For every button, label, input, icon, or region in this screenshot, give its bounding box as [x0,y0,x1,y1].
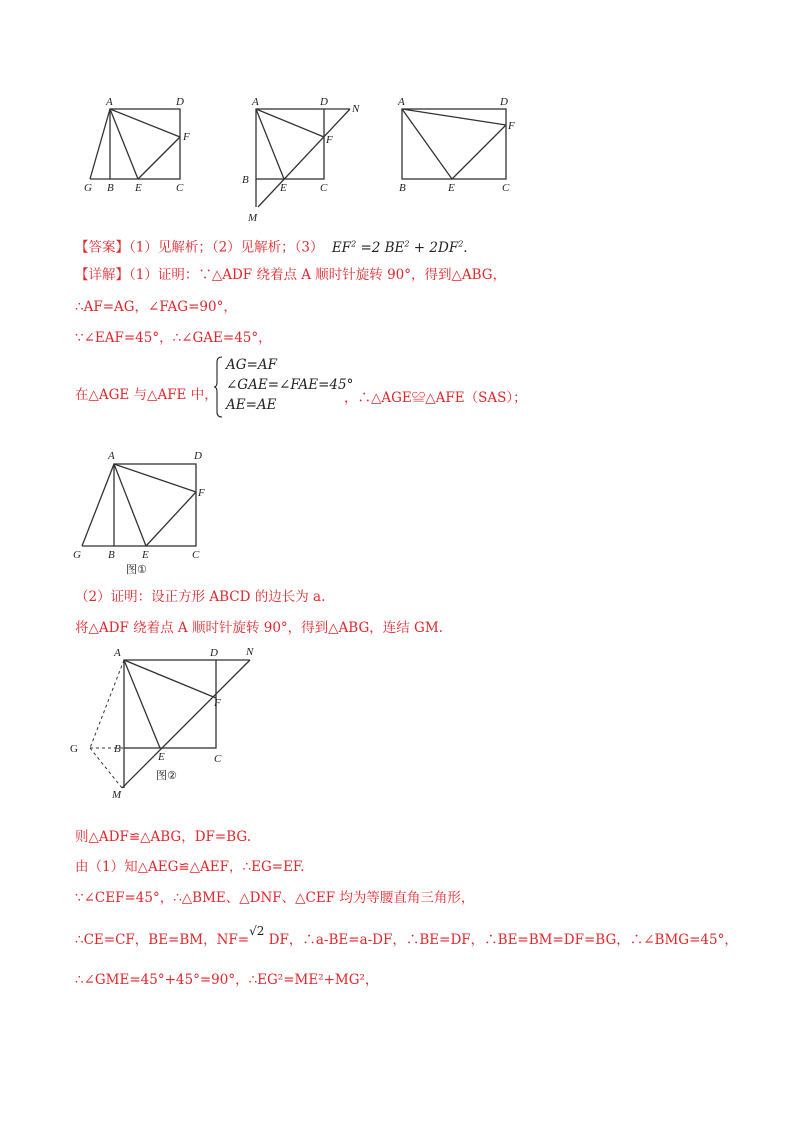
part2-line-2: 将△ADF 绕着点 A 顺时针旋转 90°，得到△ABG，连结 GM. [75,620,443,636]
fig-label: C [214,753,222,765]
fig-label: D [194,450,202,462]
part2b-line-4: ∴CE=CF，BE=BM，NF=√2 DF，∴a-BE=a-DF，∴BE=DF，∴BE=BM=DF=BG，∴∠BMG=45°， [75,924,738,948]
fig-label: D [500,96,508,108]
fig-label: M [112,789,122,801]
part2b-line-2: 由（1）知△AEG≌△AEF，∴EG=EF. [75,859,305,875]
fig-label: A [108,450,115,462]
fig-label: B [114,743,121,755]
system-row-2: ∠GAE=∠FAE=45° [226,377,354,393]
detail-tag: 【详解】 [75,267,129,283]
detail-line-3: ∵∠EAF=45°，∴∠GAE=45°， [75,330,272,346]
top-figure-1 [80,95,200,195]
fig-label: F [183,131,190,143]
detail-line-1: 【详解】（1）证明：∵△ADF 绕着点 A 顺时针旋转 90°，得到△ABG， [75,267,507,283]
fig-label: C [502,182,510,194]
fig-label: E [280,182,287,194]
fig-label: C [320,182,328,194]
figure-1 [68,446,218,578]
answer-tag: 【答案】 [75,239,129,256]
fig-label: F [214,697,221,709]
answer-formula: $EF^2 =2$ $BE^2 + 2DF^2$. [331,239,468,256]
fig-label: E [142,549,149,561]
fig-label: N [352,103,360,115]
fig-caption: 图② [156,769,177,782]
fig-label: C [192,549,200,561]
sqrt-two: √2 [249,924,265,938]
top-figure-3 [392,95,527,195]
detail-line-4-pre: 在△AGE 与△AFE 中， [75,387,218,403]
top-figure-2 [240,95,370,225]
part2b-line-3: ∵∠CEF=45°，∴△BME、△DNF、△CEF 均为等腰直角三角形， [75,890,475,906]
fig-label: E [158,751,165,763]
fig-label: D [176,96,184,108]
part2b-line-1: 则△ADF≌△ABG，DF=BG. [75,829,251,845]
fig-label: B [399,182,406,194]
fig-label: F [508,120,515,132]
detail-line-2: ∴AF=AG，∠FAG=90°， [75,299,237,315]
system-brace [214,356,224,418]
fig-label: A [398,96,405,108]
fig-label: C [176,182,184,194]
fig-label: N [246,646,254,658]
detail-line-4-post: ，∴△AGE≌△AFE（SAS）； [344,390,527,406]
fig-label: G [73,549,81,561]
system-row-3: AE=AE [226,397,277,413]
figure-2 [64,642,274,807]
fig-label: A [106,96,113,108]
fig-label: F [198,487,205,499]
fig-caption: 图① [126,563,147,576]
fig-label: D [320,96,328,108]
fig-label: G [84,182,92,194]
fig-label: D [210,647,218,659]
fig-label: E [448,182,455,194]
fig-label: F [326,134,333,146]
answer-line [75,234,468,258]
fig-label: A [114,647,121,659]
answer-text: （1）见解析；（2）见解析；（3） [129,239,324,256]
fig-label: G [70,743,78,755]
fig-label: B [107,182,114,194]
fig-label: M [248,212,258,224]
fig-label: A [252,96,259,108]
system-row-1: AG=AF [226,357,277,373]
fig-label: B [108,549,115,561]
part2-line-1: （2）证明：设正方形 ABCD 的边长为 a. [75,589,326,605]
part2b-line-5: ∴∠GME=45°+45°=90°，∴EG²=ME²+MG²， [75,972,379,988]
fig-label: B [242,174,249,186]
fig-label: E [135,182,142,194]
